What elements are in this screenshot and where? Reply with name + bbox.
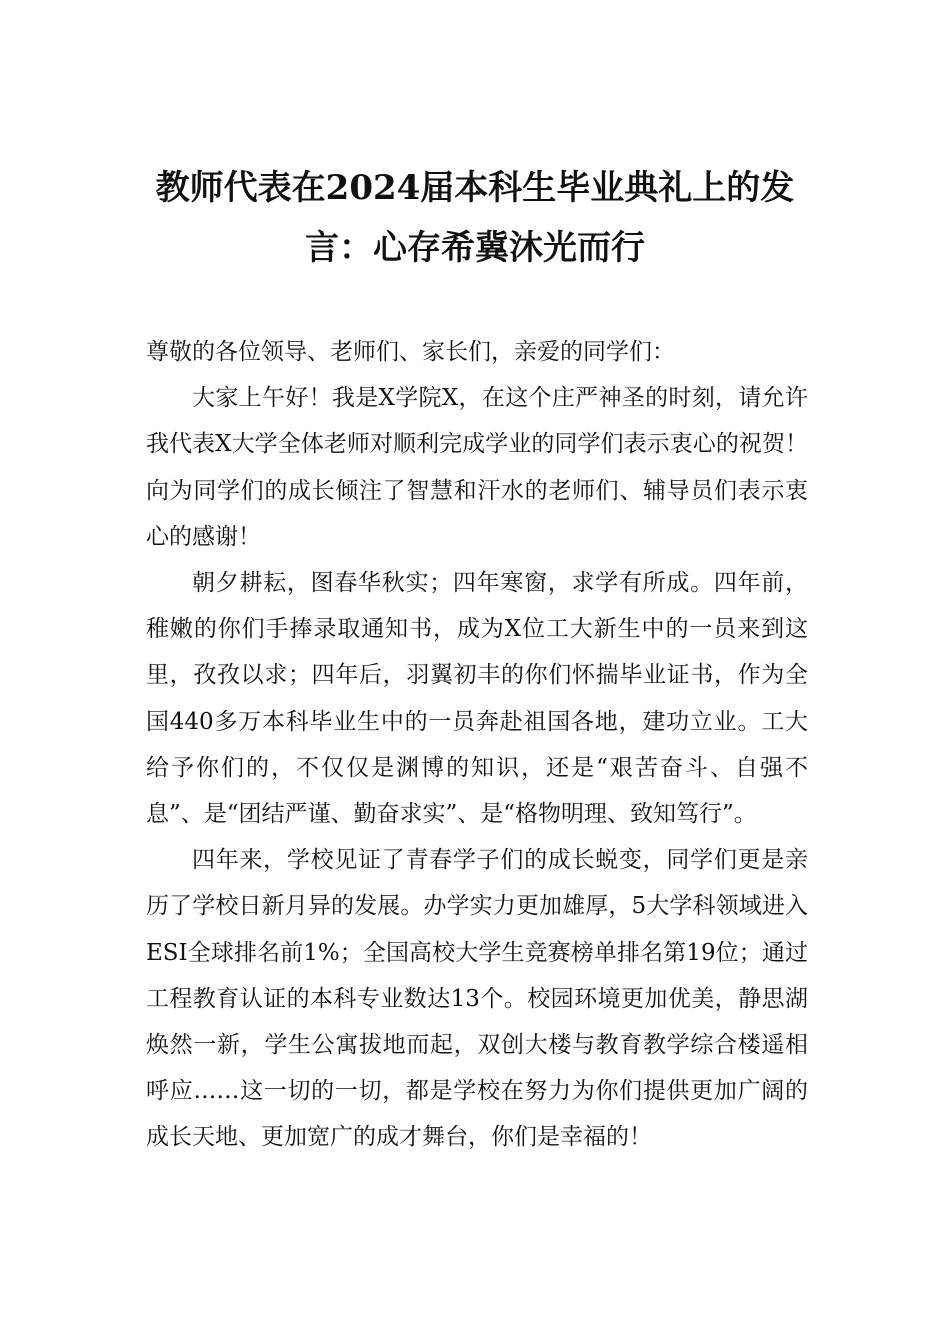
document-body	[146, 329, 808, 1161]
title-line-2: 言：心存希冀沐光而行	[305, 228, 645, 268]
paragraph-greeting: 大家上午好！我是X学院X，在这个庄严神圣的时刻，请允许我代表X大学全体老师对顺利完成学业的同学们表示衷心的祝贺！向为同学们的成长倾注了智慧和汗水的老师们、辅导员们表示衷心的感谢！	[146, 385, 808, 550]
paragraph-four-years: 朝夕耕耘，图春华秋实；四年寒窗，求学有所成。四年前，稚嫩的你们手捧录取通知书，成为X位工大新生中的一员来到这里，孜孜以求；四年后，羽翼初丰的你们怀揣毕业证书，作为全国440多万本科毕业生中的一员奔赴祖国各地，建功立业。工大给予你们的，不仅仅是渊博的知识，还是“艰苦奋斗、自强不息”、是“团结严谨、勤奋求实”、是“格物明理、致知笃行”。	[146, 570, 808, 828]
title-line-1: 教师代表在2024届本科生毕业典礼上的发	[155, 168, 795, 208]
paragraph-school-development: 四年来，学校见证了青春学子们的成长蜕变，同学们更是亲历了学校日新月异的发展。办学实力更加雄厚，5大学科领域进入ESI全球排名前1%；全国高校大学生竞赛榜单排名第19位；通过工程教育认证的本科专业数达13个。校园环境更加优美，静思湖焕然一新，学生公寓拔地而起，双创大楼与教育教学综合楼遥相呼应……这一切的一切，都是学校在努力为你们提供更加广阔的成长天地、更加宽广的成才舞台，你们是幸福的！	[146, 847, 808, 1151]
salutation: 尊敬的各位领导、老师们、家长们，亲爱的同学们：	[146, 339, 675, 365]
document-title	[140, 158, 810, 278]
